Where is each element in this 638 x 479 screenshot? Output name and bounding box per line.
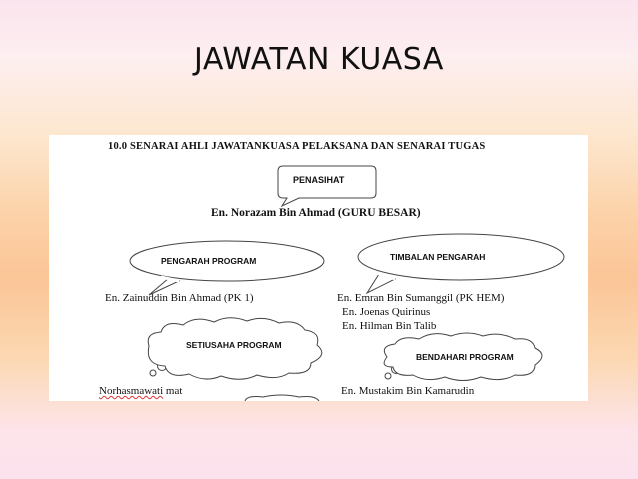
setiusaha-name-rest: mat — [163, 385, 183, 397]
document-heading: 10.0 SENARAI AHLI JAWATANKUASA PELAKSANA DAN SENARAI TUGAS — [108, 141, 486, 152]
timbalan-label: TIMBALAN PENGARAH — [390, 252, 486, 262]
timbalan-callout — [358, 234, 564, 293]
document-image — [49, 135, 588, 401]
timbalan-name-1: En. Emran Bin Sumanggil (PK HEM) — [337, 292, 505, 304]
setiusaha-name-first: Norhasmawati — [99, 385, 164, 397]
pengarah-label: PENGARAH PROGRAM — [161, 256, 257, 266]
timbalan-name-2: En. Joenas Quirinus — [342, 306, 431, 318]
penasihat-name: En. Norazam Bin Ahmad (GURU BESAR) — [211, 207, 421, 219]
setiusaha-label: SETIUSAHA PROGRAM — [186, 340, 282, 350]
bendahari-label: BENDAHARI PROGRAM — [416, 352, 514, 362]
pengarah-callout — [130, 241, 324, 295]
timbalan-name-3: En. Hilman Bin Talib — [342, 320, 437, 332]
slide-title: JAWATAN KUASA — [194, 42, 444, 77]
setiusaha-name — [99, 385, 182, 397]
pengarah-name: En. Zainuddin Bin Ahmad (PK 1) — [105, 292, 254, 304]
penasihat-label: PENASIHAT — [293, 175, 345, 185]
partial-cloud-bottom — [245, 395, 319, 401]
penasihat-callout — [278, 166, 376, 206]
bendahari-name: En. Mustakim Bin Kamarudin — [341, 385, 475, 397]
